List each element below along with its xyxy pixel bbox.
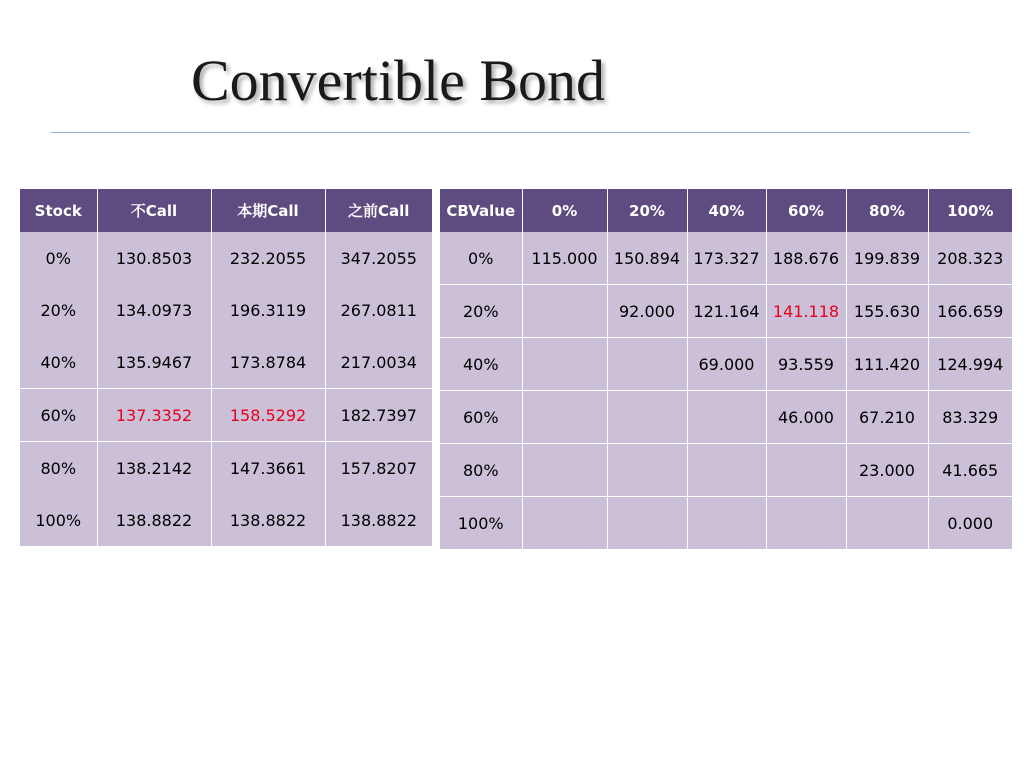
table-cell: 347.2055 xyxy=(325,232,432,284)
column-header: Stock xyxy=(20,189,97,232)
table-cell: 83.329 xyxy=(928,391,1012,444)
column-header: 20% xyxy=(607,189,687,232)
table-row xyxy=(20,389,432,442)
table-cell: 157.8207 xyxy=(325,442,432,495)
column-header: 60% xyxy=(766,189,846,232)
table-cell: 137.3352 xyxy=(97,389,211,442)
table-cell xyxy=(522,391,607,444)
cb-value-table xyxy=(440,189,1012,549)
table-cell: 232.2055 xyxy=(211,232,325,284)
table-cell xyxy=(607,444,687,497)
table-cell: 173.8784 xyxy=(211,336,325,389)
header-row xyxy=(440,189,1012,232)
title-divider xyxy=(51,132,970,133)
table-row xyxy=(20,494,432,546)
table-row xyxy=(440,338,1012,391)
table-cell: 69.000 xyxy=(687,338,766,391)
table-cell: 67.210 xyxy=(846,391,928,444)
row-label-cell: 60% xyxy=(20,389,97,442)
table-row xyxy=(440,497,1012,550)
table-row xyxy=(440,391,1012,444)
column-header: 80% xyxy=(846,189,928,232)
table-cell: 155.630 xyxy=(846,285,928,338)
table-row xyxy=(440,232,1012,285)
table-cell: 147.3661 xyxy=(211,442,325,495)
table-cell: 199.839 xyxy=(846,232,928,285)
table-cell xyxy=(522,285,607,338)
table-cell xyxy=(522,497,607,550)
table-cell: 166.659 xyxy=(928,285,1012,338)
table-cell: 111.420 xyxy=(846,338,928,391)
column-header: 100% xyxy=(928,189,1012,232)
table-cell: 130.8503 xyxy=(97,232,211,284)
row-label-cell: 20% xyxy=(440,285,522,338)
row-label-cell: 80% xyxy=(440,444,522,497)
row-label-cell: 40% xyxy=(440,338,522,391)
table-cell: 138.8822 xyxy=(211,494,325,546)
table-cell: 196.3119 xyxy=(211,284,325,336)
table-cell xyxy=(766,444,846,497)
table-cell xyxy=(766,497,846,550)
row-label-cell: 0% xyxy=(440,232,522,285)
table-row xyxy=(20,232,432,284)
table-cell xyxy=(687,391,766,444)
table-cell xyxy=(607,497,687,550)
table-cell xyxy=(687,497,766,550)
table-cell: 208.323 xyxy=(928,232,1012,285)
table-cell xyxy=(522,338,607,391)
stock-call-table xyxy=(20,189,432,546)
row-label-cell: 0% xyxy=(20,232,97,284)
table-cell: 150.894 xyxy=(607,232,687,285)
table-row xyxy=(440,285,1012,338)
table-cell: 135.9467 xyxy=(97,336,211,389)
table-row xyxy=(20,336,432,389)
table-cell xyxy=(846,497,928,550)
table-cell xyxy=(607,391,687,444)
table-cell: 138.8822 xyxy=(325,494,432,546)
column-header: 本期Call xyxy=(211,189,325,232)
table-cell: 23.000 xyxy=(846,444,928,497)
table-cell xyxy=(607,338,687,391)
table-cell: 188.676 xyxy=(766,232,846,285)
row-label-cell: 100% xyxy=(440,497,522,550)
table-cell: 182.7397 xyxy=(325,389,432,442)
table-cell: 92.000 xyxy=(607,285,687,338)
row-label-cell: 60% xyxy=(440,391,522,444)
table-row xyxy=(20,284,432,336)
column-header: CBValue xyxy=(440,189,522,232)
header-row xyxy=(20,189,432,232)
row-label-cell: 20% xyxy=(20,284,97,336)
table-cell: 115.000 xyxy=(522,232,607,285)
table-cell: 138.8822 xyxy=(97,494,211,546)
table-cell: 217.0034 xyxy=(325,336,432,389)
column-header: 之前Call xyxy=(325,189,432,232)
table-cell xyxy=(687,444,766,497)
table-cell: 138.2142 xyxy=(97,442,211,495)
table-cell: 41.665 xyxy=(928,444,1012,497)
row-label-cell: 80% xyxy=(20,442,97,495)
table-cell: 267.0811 xyxy=(325,284,432,336)
table-cell: 173.327 xyxy=(687,232,766,285)
table-cell: 93.559 xyxy=(766,338,846,391)
table-row xyxy=(440,444,1012,497)
table-cell: 124.994 xyxy=(928,338,1012,391)
table-cell: 134.0973 xyxy=(97,284,211,336)
table-cell: 0.000 xyxy=(928,497,1012,550)
slide-title: Convertible Bond xyxy=(190,48,605,113)
table-cell xyxy=(522,444,607,497)
column-header: 不Call xyxy=(97,189,211,232)
table-row xyxy=(20,442,432,495)
column-header: 40% xyxy=(687,189,766,232)
column-header: 0% xyxy=(522,189,607,232)
table-cell: 141.118 xyxy=(766,285,846,338)
row-label-cell: 100% xyxy=(20,494,97,546)
table-cell: 121.164 xyxy=(687,285,766,338)
table-cell: 46.000 xyxy=(766,391,846,444)
table-cell: 158.5292 xyxy=(211,389,325,442)
row-label-cell: 40% xyxy=(20,336,97,389)
